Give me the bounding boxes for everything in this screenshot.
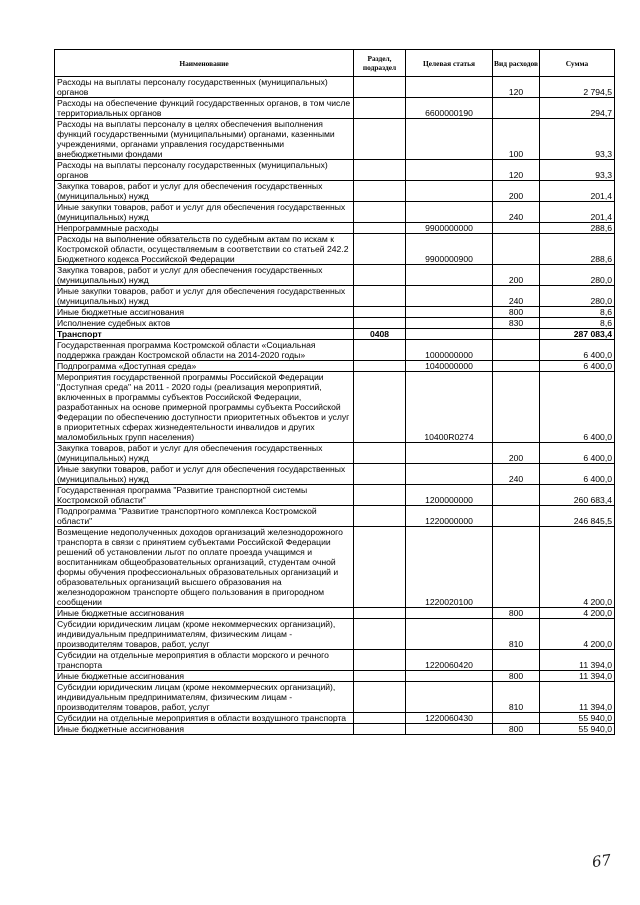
row-sum-cell: 6 400,0 — [540, 443, 615, 464]
table-row — [55, 713, 615, 724]
row-target-cell — [406, 181, 493, 202]
row-section-cell — [354, 485, 406, 506]
row-type-cell — [493, 329, 540, 340]
row-target-cell — [406, 443, 493, 464]
row-target-cell: 1220060430 — [406, 713, 493, 724]
row-name-cell: Иные бюджетные ассигнования — [55, 608, 354, 619]
row-name-cell: Расходы на выплаты персоналу в целях обеспечения выполнения функций государственными (муниципальными) органами, казенными учреждениями, органами управления государственными внебюджетными фондами — [55, 119, 354, 160]
row-section-cell — [354, 650, 406, 671]
row-sum-cell: 2 794,5 — [540, 77, 615, 98]
row-type-cell: 810 — [493, 619, 540, 650]
table-row — [55, 650, 615, 671]
row-target-cell: 9900000900 — [406, 234, 493, 265]
row-sum-cell: 288,6 — [540, 223, 615, 234]
row-type-cell: 830 — [493, 318, 540, 329]
row-section-cell — [354, 286, 406, 307]
row-type-cell: 120 — [493, 77, 540, 98]
row-name-cell: Иные бюджетные ассигнования — [55, 307, 354, 318]
row-sum-cell: 55 940,0 — [540, 724, 615, 735]
row-name-cell: Субсидии юридическим лицам (кроме некоммерческих организаций), индивидуальным предпринимателям, физическим лицам - производителям товаров, работ, услуг — [55, 619, 354, 650]
row-type-cell: 240 — [493, 286, 540, 307]
row-sum-cell: 11 394,0 — [540, 682, 615, 713]
row-target-cell — [406, 119, 493, 160]
row-sum-cell: 201,4 — [540, 181, 615, 202]
row-section-cell — [354, 307, 406, 318]
row-section-cell — [354, 98, 406, 119]
row-sum-cell: 6 400,0 — [540, 464, 615, 485]
table-row — [55, 671, 615, 682]
row-section-cell — [354, 181, 406, 202]
row-section-cell — [354, 608, 406, 619]
row-target-cell — [406, 286, 493, 307]
table-row — [55, 119, 615, 160]
row-target-cell — [406, 307, 493, 318]
row-name-cell: Иные бюджетные ассигнования — [55, 671, 354, 682]
table-row — [55, 608, 615, 619]
row-name-cell: Иные закупки товаров, работ и услуг для обеспечения государственных (муниципальных) нужд — [55, 286, 354, 307]
row-type-cell: 800 — [493, 307, 540, 318]
row-name-cell: Субсидии на отдельные мероприятия в области морского и речного транспорта — [55, 650, 354, 671]
table-row — [55, 372, 615, 443]
row-sum-cell: 280,0 — [540, 265, 615, 286]
row-target-cell: 1220000000 — [406, 506, 493, 527]
row-type-cell: 200 — [493, 181, 540, 202]
row-sum-cell: 201,4 — [540, 202, 615, 223]
row-type-cell — [493, 650, 540, 671]
row-section-cell — [354, 464, 406, 485]
row-type-cell — [493, 361, 540, 372]
row-name-cell: Расходы на выполнение обязательств по судебным актам по искам к Костромской области, осуществляемым в соответствии со статьей 242.2 Бюджетного кодекса Российской Федерации — [55, 234, 354, 265]
row-name-cell: Государственная программа Костромской области «Социальная поддержка граждан Костромской области на 2014-2020 годы» — [55, 340, 354, 361]
row-section-cell — [354, 234, 406, 265]
row-sum-cell: 8,6 — [540, 318, 615, 329]
row-section-cell — [354, 682, 406, 713]
row-target-cell — [406, 682, 493, 713]
row-section-cell — [354, 372, 406, 443]
table-row — [55, 202, 615, 223]
row-target-cell: 1200000000 — [406, 485, 493, 506]
row-target-cell: 10400R0274 — [406, 372, 493, 443]
table-row — [55, 77, 615, 98]
row-type-cell: 240 — [493, 202, 540, 223]
table-header-row — [55, 50, 615, 77]
row-section-cell — [354, 160, 406, 181]
row-type-cell — [493, 340, 540, 361]
row-type-cell — [493, 234, 540, 265]
table-row — [55, 340, 615, 361]
table-row — [55, 485, 615, 506]
row-name-cell: Непрограммные расходы — [55, 223, 354, 234]
row-target-cell: 1000000000 — [406, 340, 493, 361]
row-name-cell: Расходы на обеспечение функций государственных органов, в том числе территориальных органов — [55, 98, 354, 119]
budget-table — [54, 49, 615, 735]
row-name-cell: Расходы на выплаты персоналу государственных (муниципальных) органов — [55, 77, 354, 98]
row-sum-cell: 6 400,0 — [540, 372, 615, 443]
row-name-cell: Подпрограмма "Развитие транспортного комплекса Костромской области" — [55, 506, 354, 527]
table-row — [55, 318, 615, 329]
row-section-cell — [354, 202, 406, 223]
row-section-cell — [354, 265, 406, 286]
row-type-cell: 100 — [493, 119, 540, 160]
row-target-cell — [406, 318, 493, 329]
table-row — [55, 619, 615, 650]
row-name-cell: Возмещение недополученных доходов организаций железнодорожного транспорта в связи с принятием субъектами Российской Федерации решений об установлении льгот по оплате проезда учащимся и воспитанникам общеобразовательных организаций, студентам очной формы обучения профессиональных образовательных организаций и образовательных организаций высшего образования на железнодорожном транспорте общего пользования в пригородном сообщении — [55, 527, 354, 608]
row-target-cell — [406, 265, 493, 286]
row-type-cell: 800 — [493, 608, 540, 619]
table-row — [55, 223, 615, 234]
row-section-cell — [354, 506, 406, 527]
table-row — [55, 527, 615, 608]
row-sum-cell: 55 940,0 — [540, 713, 615, 724]
table-row — [55, 181, 615, 202]
row-section-cell — [354, 527, 406, 608]
row-target-cell — [406, 671, 493, 682]
row-type-cell — [493, 506, 540, 527]
row-target-cell — [406, 608, 493, 619]
row-section-cell — [354, 318, 406, 329]
row-name-cell: Закупка товаров, работ и услуг для обеспечения государственных (муниципальных) нужд — [55, 443, 354, 464]
header-name: Наименование — [55, 50, 354, 77]
row-section-cell — [354, 671, 406, 682]
row-type-cell — [493, 223, 540, 234]
row-name-cell: Государственная программа "Развитие транспортной системы Костромской области" — [55, 485, 354, 506]
row-name-cell: Иные бюджетные ассигнования — [55, 724, 354, 735]
row-sum-cell: 11 394,0 — [540, 671, 615, 682]
row-sum-cell: 6 400,0 — [540, 361, 615, 372]
row-target-cell: 6600000190 — [406, 98, 493, 119]
row-target-cell: 9900000000 — [406, 223, 493, 234]
table-row — [55, 724, 615, 735]
table-row — [55, 329, 615, 340]
row-section-cell — [354, 443, 406, 464]
table-row — [55, 361, 615, 372]
row-type-cell: 200 — [493, 443, 540, 464]
row-sum-cell: 4 200,0 — [540, 527, 615, 608]
row-section-cell — [354, 77, 406, 98]
row-section-cell — [354, 119, 406, 160]
row-name-cell: Исполнение судебных актов — [55, 318, 354, 329]
header-type: Вид расходов — [493, 50, 540, 77]
row-sum-cell: 280,0 — [540, 286, 615, 307]
table-row — [55, 160, 615, 181]
row-sum-cell: 287 083,4 — [540, 329, 615, 340]
row-target-cell — [406, 724, 493, 735]
row-sum-cell: 8,6 — [540, 307, 615, 318]
row-type-cell: 810 — [493, 682, 540, 713]
row-type-cell — [493, 713, 540, 724]
row-name-cell: Субсидии на отдельные мероприятия в области воздушного транспорта — [55, 713, 354, 724]
row-section-cell — [354, 361, 406, 372]
row-target-cell: 1220060420 — [406, 650, 493, 671]
row-type-cell: 800 — [493, 724, 540, 735]
row-name-cell: Мероприятия государственной программы Российской Федерации "Доступная среда" на 2011 - 2020 годы (реализация мероприятий, включенных в программы субъектов Российской Федерации, разработанных на основе примерной программы субъекта Российской Федерации по обеспечению доступности приоритетных объектов и услуг в приоритетных сферах жизнедеятельности инвалидов и других маломобильных групп населения) — [55, 372, 354, 443]
row-target-cell — [406, 619, 493, 650]
row-type-cell — [493, 527, 540, 608]
table-row — [55, 682, 615, 713]
row-target-cell — [406, 202, 493, 223]
row-target-cell — [406, 77, 493, 98]
table-row — [55, 443, 615, 464]
row-name-cell: Закупка товаров, работ и услуг для обеспечения государственных (муниципальных) нужд — [55, 181, 354, 202]
row-target-cell — [406, 160, 493, 181]
row-section-cell — [354, 619, 406, 650]
header-section: Раздел, подраздел — [354, 50, 406, 77]
row-type-cell: 800 — [493, 671, 540, 682]
row-name-cell: Транспорт — [55, 329, 354, 340]
row-sum-cell: 294,7 — [540, 98, 615, 119]
table-row — [55, 265, 615, 286]
row-type-cell — [493, 98, 540, 119]
row-name-cell: Расходы на выплаты персоналу государственных (муниципальных) органов — [55, 160, 354, 181]
table-row — [55, 464, 615, 485]
row-target-cell: 1220020100 — [406, 527, 493, 608]
header-target: Целевая статья — [406, 50, 493, 77]
header-sum: Сумма — [540, 50, 615, 77]
row-sum-cell: 93,3 — [540, 160, 615, 181]
row-section-cell: 0408 — [354, 329, 406, 340]
row-section-cell — [354, 340, 406, 361]
table-row — [55, 307, 615, 318]
row-sum-cell: 246 845,5 — [540, 506, 615, 527]
table-row — [55, 234, 615, 265]
page-number: 67 — [590, 850, 613, 872]
row-target-cell: 1040000000 — [406, 361, 493, 372]
table-row — [55, 506, 615, 527]
row-name-cell: Подпрограмма «Доступная среда» — [55, 361, 354, 372]
row-type-cell: 240 — [493, 464, 540, 485]
row-type-cell — [493, 372, 540, 443]
table-row — [55, 98, 615, 119]
row-section-cell — [354, 713, 406, 724]
row-name-cell: Субсидии юридическим лицам (кроме некоммерческих организаций), индивидуальным предпринимателям, физическим лицам - производителям товаров, работ, услуг — [55, 682, 354, 713]
row-name-cell: Иные закупки товаров, работ и услуг для обеспечения государственных (муниципальных) нужд — [55, 202, 354, 223]
row-sum-cell: 6 400,0 — [540, 340, 615, 361]
row-target-cell — [406, 329, 493, 340]
row-sum-cell: 93,3 — [540, 119, 615, 160]
row-section-cell — [354, 223, 406, 234]
table-body — [55, 77, 615, 735]
row-name-cell: Закупка товаров, работ и услуг для обеспечения государственных (муниципальных) нужд — [55, 265, 354, 286]
row-sum-cell: 288,6 — [540, 234, 615, 265]
row-target-cell — [406, 464, 493, 485]
row-sum-cell: 4 200,0 — [540, 608, 615, 619]
row-type-cell: 200 — [493, 265, 540, 286]
row-sum-cell: 260 683,4 — [540, 485, 615, 506]
row-section-cell — [354, 724, 406, 735]
row-type-cell: 120 — [493, 160, 540, 181]
row-type-cell — [493, 485, 540, 506]
row-name-cell: Иные закупки товаров, работ и услуг для обеспечения государственных (муниципальных) нужд — [55, 464, 354, 485]
row-sum-cell: 4 200,0 — [540, 619, 615, 650]
table-row — [55, 286, 615, 307]
row-sum-cell: 11 394,0 — [540, 650, 615, 671]
